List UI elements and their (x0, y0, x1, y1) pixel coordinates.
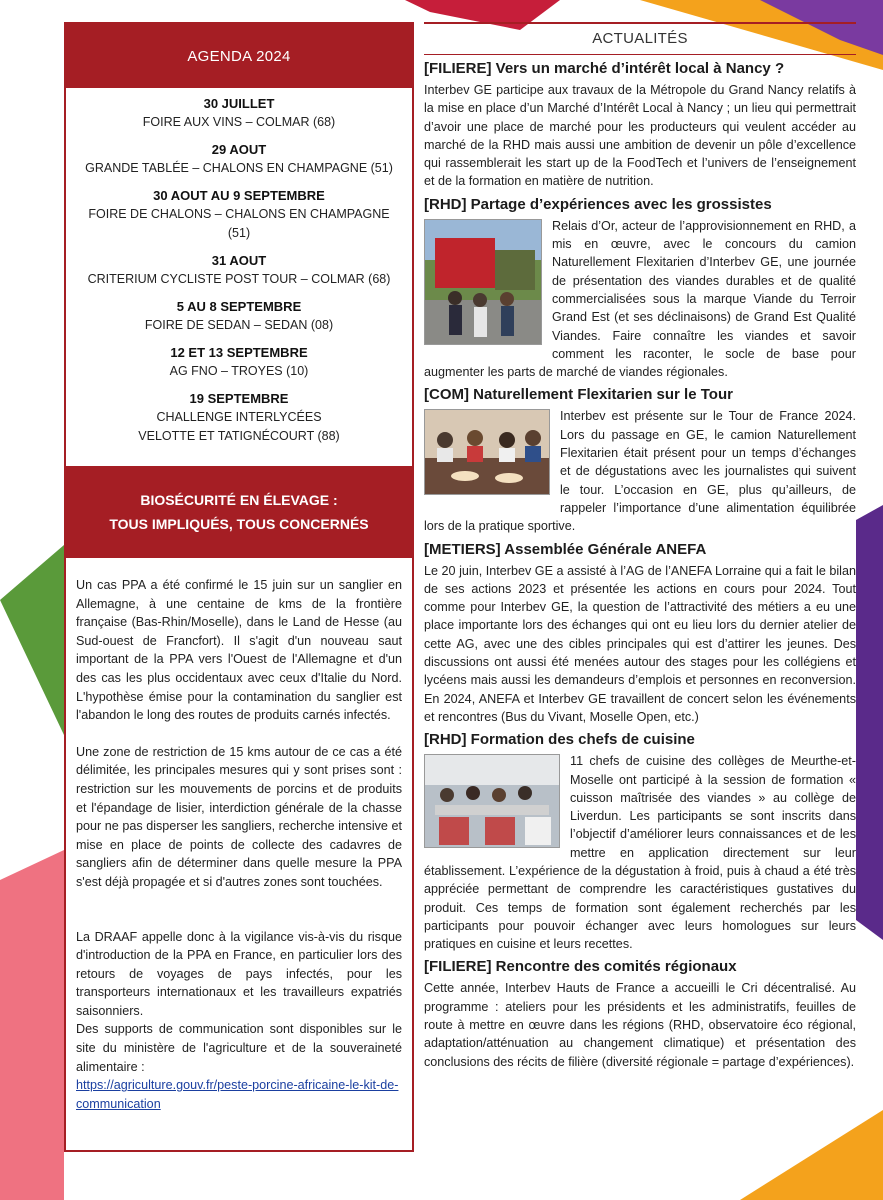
article (424, 195, 856, 382)
article-title: [FILIERE] Rencontre des comités régionaux (424, 958, 737, 976)
agenda-event: FOIRE DE SEDAN – SEDAN (08) (144, 318, 334, 332)
agenda-date: 30 AOUT AU 9 SEPTEMBRE (153, 188, 325, 203)
agenda-item (76, 343, 402, 381)
pink-left-shape (0, 850, 64, 1200)
agenda-event: CHALLENGE INTERLYCÉES (156, 410, 322, 424)
biosecurite-title-line1: BIOSÉCURITÉ EN ÉLEVAGE : (140, 492, 338, 508)
article-body: Cette année, Interbev Hauts de France a accueilli le Cri décentralisé. Au programme : ateliers pour les présidents et les administratifs, feuilles de route à mettre en œuvre dans les régions (RHD, observatoire éco régional, adaptation/atténuation au changement climatique) et présentation des conclusions des récits de filière (diversité régionale = partage d’expériences). (424, 981, 856, 1069)
article (424, 957, 856, 1070)
article-body: Interbev GE participe aux travaux de la Métropole du Grand Nancy relatifs à la mise en place d’un Marché d’Intérêt Local à Nancy ; un lieu qui permettrait d’avoir une place de marché pour les producteurs qui veulent accéder au marché de la RHD mais aussi une ambition de devenir un pôle d’excellence qui rassemblerait les start up de la FoodTech et l’univers de l’enseignement et de la formation en matière de nutrition. (424, 83, 856, 189)
photo-illustration (425, 220, 541, 344)
article (424, 385, 856, 535)
article-title: [RHD] Partage d’expériences avec les grossistes (424, 195, 772, 213)
agenda-date: 29 AOUT (211, 142, 267, 157)
green-left-shape (0, 545, 64, 735)
article-body: Relais d’Or, acteur de l’approvisionnement en RHD, a mis en œuvre, avec le concours du camion Naturellement Flexitarien d’Interbev GE, une journée de présentation des viandes durables et de qualité commercialisées sous la marque Viande du Terroir Grand Est (et ses déclinaisons) de Grand Est Qualité Viandes. Faire connaître les viandes et savoir comment les raconter, le socle de base pour augmenter les parts de marché de viandes régionales. (424, 218, 856, 380)
article-title: [COM] Naturellement Flexitarien sur le Tour (424, 386, 733, 404)
article-body: Interbev est présente sur le Tour de France 2024. Lors du passage en GE, le camion Naturellement Flexitarien était présent pour un temps d’échanges et de dégustations avec les journalistes qui suivent le tour. L’occasion en GE, plus qu’ailleurs, de rappeler l’importance d’une alimentation équilibrée lors de la pratique sportive. (424, 409, 856, 534)
article (424, 730, 856, 953)
agenda-date: 31 AOUT (211, 253, 267, 268)
article-title: [METIERS] Assemblée Générale ANEFA (424, 540, 707, 558)
agenda-list (66, 88, 412, 446)
tour-photo (424, 409, 550, 495)
agenda-item (76, 94, 402, 132)
article-title: [RHD] Formation des chefs de cuisine (424, 731, 695, 749)
agenda-item (76, 297, 402, 335)
agenda-date: 30 JUILLET (203, 96, 275, 111)
biosecurite-body (76, 576, 402, 1113)
biosecurite-paragraph: Un cas PPA a été confirmé le 15 juin sur un sanglier en Allemagne, à une centaine de kms de la frontière française (Bas-Rhin/Moselle), dans le Land de Hesse (au Sud-ouest de Francfort). Il s'agit d'un nouveau saut important de la PPA vers l'Ouest de l'Allemagne et d'un des cas les plus occidentaux avec ceux d'Italie du Nord. L'hypothèse émise pour la contamination du sanglier est l'abandon le long des routes de produits carnés infectés. (76, 578, 402, 723)
news-panel (424, 22, 856, 1071)
article (424, 59, 856, 191)
agenda-item (76, 389, 402, 446)
biosecurite-paragraph: Des supports de communication sont disponibles sur le site du ministère de l'agriculture et de la souveraineté alimentaire : (76, 1022, 402, 1074)
biosecurite-paragraph: La DRAAF appelle donc à la vigilance vis-à-vis du risque d'introduction de la PPA en France, en particulier lors des retours de voyages de pays infectés, pour les transporteurs internationaux et les travailleurs expatriés saisonniers. (76, 929, 402, 1018)
article-title: [FILIERE] Vers un marché d’intérêt local à Nancy ? (424, 60, 785, 77)
biosecurite-title (66, 466, 412, 558)
agenda-event: CRITERIUM CYCLISTE POST TOUR – COLMAR (68) (87, 272, 391, 286)
agenda-event: GRANDE TABLÉE – CHALONS EN CHAMPAGNE (51) (85, 161, 393, 175)
agenda-item (76, 186, 402, 243)
photo-illustration (425, 755, 559, 847)
article (424, 540, 856, 727)
article-body: Le 20 juin, Interbev GE a assisté à l’AG de l’ANEFA Lorraine qui a fait le bilan de ses actions 2023 et présentée les actions en cours pour 2024. Tout comme pour Interbev GE, la question de l’attractivité des métiers a eu une place importante lors des échanges qui ont eu lieu lors du dernier atelier de cette AG, avec une des cibles principales qui est d’attirer les jeunes. Des discussions ont aussi été menées autour des stages pour les collégiens et lycéens mais aussi les demandeurs d’emplois et personnes en reconversion. En 2024, ANEFA et Interbev GE travaillent de concert selon les événements et rencontres (Bus du Vivant, Moselle Open, etc.) (424, 563, 856, 724)
agenda-event: FOIRE DE CHALONS – CHALONS EN CHAMPAGNE (51) (88, 207, 390, 240)
agenda-date: 5 AU 8 SEPTEMBRE (176, 299, 302, 314)
photo-illustration (425, 410, 549, 494)
grossistes-photo (424, 219, 542, 345)
agenda-panel (64, 22, 414, 1152)
biosecurite-paragraph: Une zone de restriction de 15 kms autour de ce cas a été délimitée, les principales mesures qui y sont prises sont : restriction sur les mouvements de porcins et de produits et l'épandage de lisier, interdiction générale de la chasse pour ne pas disperser les sangliers, recherche intensive et mise en place de points de collecte des cadavres de sangliers afin de déterminer dans quelle mesure la PPA s'est déjà propagée et si d'autres zones sont touchées. (76, 744, 402, 889)
agenda-date: 12 ET 13 SEPTEMBRE (170, 345, 308, 360)
agenda-date: 19 SEPTEMBRE (189, 391, 289, 406)
chefs-photo (424, 754, 560, 848)
news-title: ACTUALITÉS (424, 24, 856, 55)
orange-bottom-shape (740, 1110, 883, 1200)
agenda-event: VELOTTE ET TATIGNÉCOURT (88) (138, 429, 340, 443)
purple-right-shape (856, 505, 883, 940)
article-body: 11 chefs de cuisine des collèges de Meurthe-et-Moselle ont participé à la session de formation « cuisson maîtrisée des viandes » au collège de Liverdun. Les participants se sont inscrits dans l’objectif d’améliorer leurs connaissances et de les mettre en application directement sur leur établissement. L’expérience de la dégustation à froid, puis à chaud a été très appréciée permettant de comprendre les caractéristiques gustatives du produit. Ces temps de formation sont également recherchés par les participants pour pouvoir échanger avec leurs homologues sur leurs pratiques en cuisine et leurs recettes. (424, 754, 856, 952)
agenda-event: FOIRE AUX VINS – COLMAR (68) (142, 115, 336, 129)
agenda-item (76, 140, 402, 178)
agenda-event: AG FNO – TROYES (10) (169, 364, 309, 378)
communication-kit-link[interactable]: https://agriculture.gouv.fr/peste-porcine-africaine-le-kit-de-communication (76, 1078, 399, 1111)
agenda-title: AGENDA 2024 (66, 24, 412, 88)
biosecurite-title-line2: TOUS IMPLIQUÉS, TOUS CONCERNÉS (109, 516, 369, 532)
agenda-item (76, 251, 402, 289)
